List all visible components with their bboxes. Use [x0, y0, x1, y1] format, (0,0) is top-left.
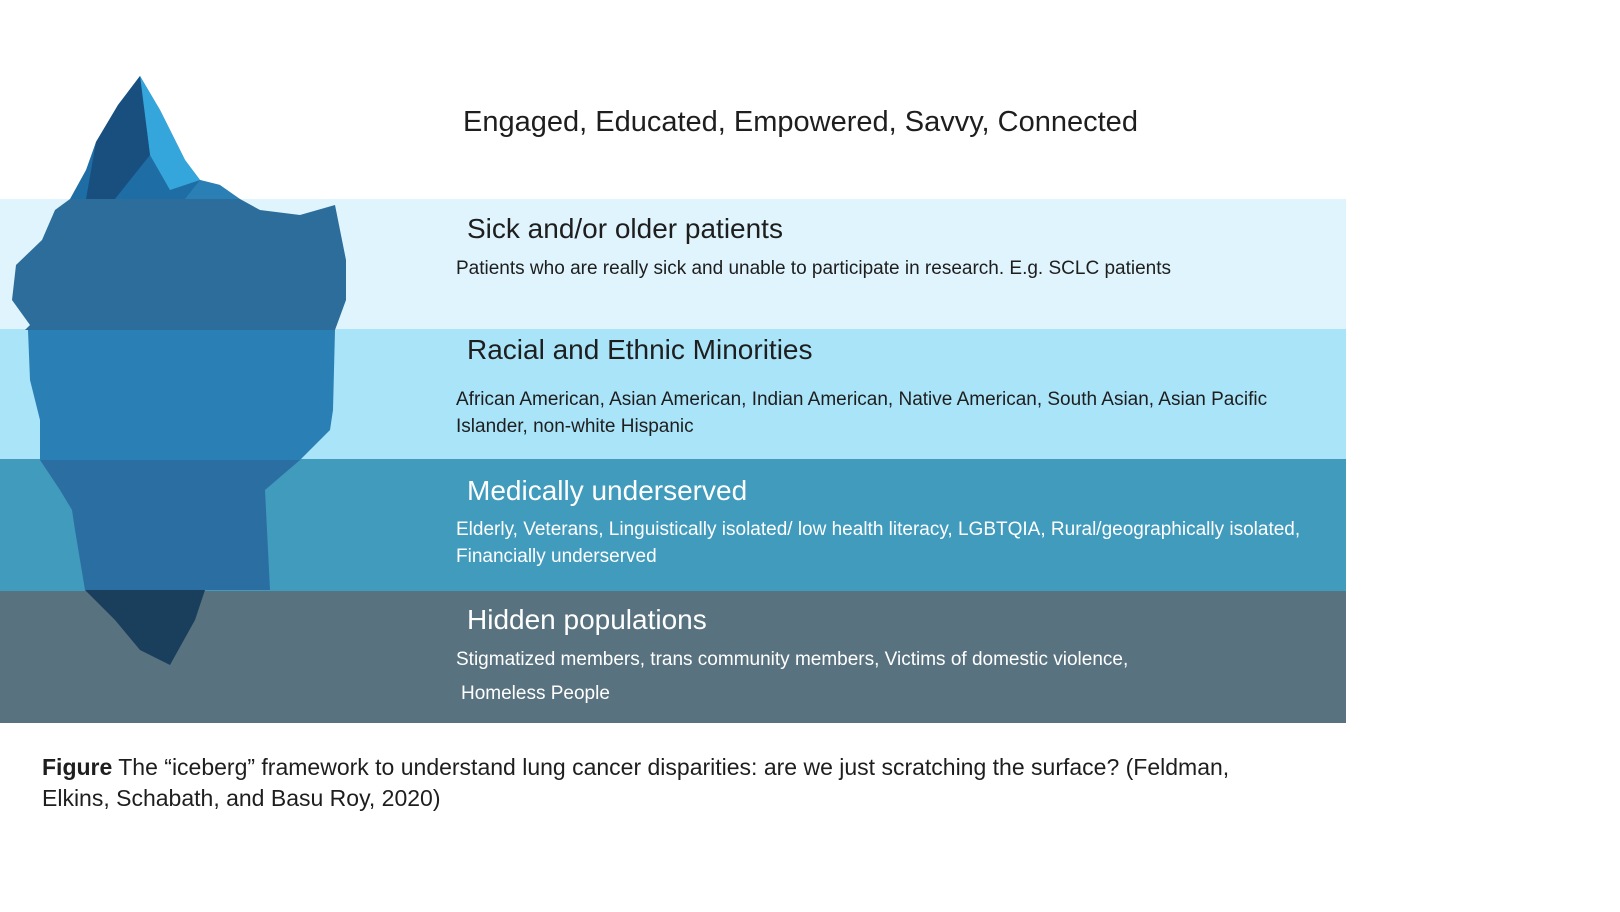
iceberg-icon: [0, 60, 360, 680]
layer-desc-hidden-line2: Homeless People: [461, 683, 610, 704]
figure-caption: [42, 752, 1292, 814]
layer-desc-sick-older: Patients who are really sick and unable to participate in research. E.g. SCLC patients: [456, 258, 1171, 279]
figure-label: Figure: [42, 754, 113, 780]
layer-title-hidden: Hidden populations: [467, 604, 707, 635]
layer-title-underserved: Medically underserved: [467, 475, 748, 506]
figure-caption-text: The “iceberg” framework to understand lung cancer disparities: are we just scratching the surface? (Feldman, Elkins, Schabath, and Basu Roy, 2020): [42, 754, 1230, 811]
layer-title-sick-older: Sick and/or older patients: [467, 213, 783, 244]
layer-desc-underserved: Elderly, Veterans, Linguistically isolated/ low health literacy, LGBTQIA, Rural/geographically isolated, Financially underserved: [456, 519, 1301, 567]
layer-title-minorities: Racial and Ethnic Minorities: [467, 334, 813, 365]
layer-desc-minorities: African American, Asian American, Indian American, Native American, South Asian, Asian Pacific Islander, non-white Hispanic: [456, 389, 1268, 437]
layer-desc-hidden-line1: Stigmatized members, trans community members, Victims of domestic violence,: [456, 649, 1129, 670]
top-layer-title: Engaged, Educated, Empowered, Savvy, Connected: [463, 106, 1138, 138]
